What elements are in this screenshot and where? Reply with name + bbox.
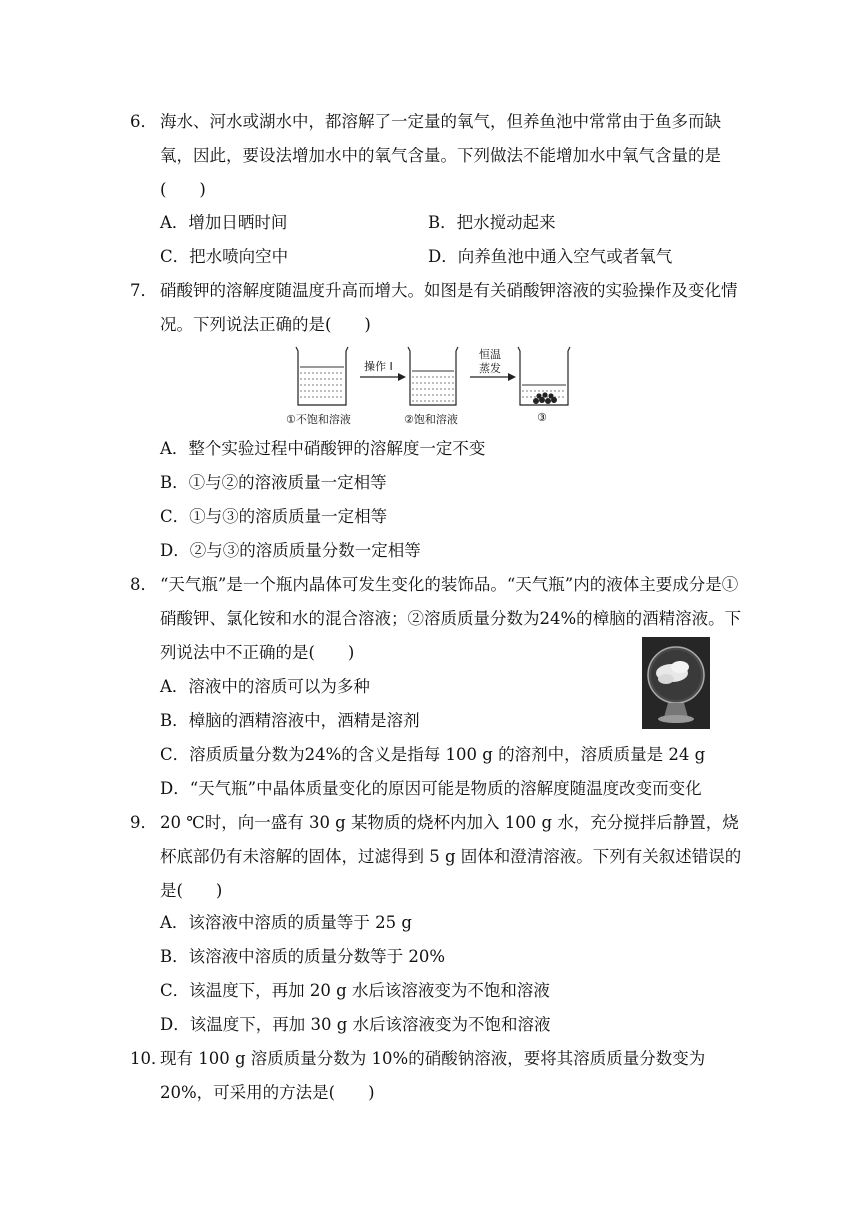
option-d: D．“天气瓶”中晶体质量变化的原因可能是物质的溶解度随温度改变而变化 [160,779,702,798]
beaker-3-icon [518,347,570,405]
beaker-2-icon [408,347,458,405]
option-c: C．该温度下，再加 20 g 水后该溶液变为不饱和溶液 [160,981,550,1000]
arrow-1-icon [360,373,406,381]
option-c: C．把水喷向空中 [160,247,289,266]
option-d: D．向养鱼池中通入空气或者氧气 [428,247,673,266]
option-c: C．①与③的溶质质量一定相等 [160,507,388,526]
question-number: 10． [130,1049,168,1068]
option-c: C．溶质质量分数为24%的含义是指每 100 g 的溶剂中，溶质质量是 24 g [160,745,706,764]
question-text: 20 ℃时，向一盛有 30 g 某物质的烧杯内加入 100 g 水，充分搅拌后静置，烧杯底部仍有未溶解的固体，过滤得到 5 g 固体和澄清溶液。下列有关叙述错误的是( ) [160,813,742,900]
question-6 [130,105,742,207]
option-b: B．把水搅动起来 [428,213,556,232]
option-a: A．增加日晒时间 [160,213,288,232]
weather-bottle-image [642,637,710,729]
option-d: D．②与③的溶质质量分数一定相等 [160,541,421,560]
option-b: B．樟脑的酒精溶液中，酒精是溶剂 [160,711,420,730]
question-number: 7． [130,281,157,300]
question-number: 8． [130,575,157,594]
arrow-2-label-line2: 蒸发 [479,362,501,375]
option-a: A．该溶液中溶质的质量等于 25 g [160,913,412,932]
option-b: B．该溶液中溶质的质量分数等于 20% [160,947,446,966]
question-number: 6． [130,112,157,131]
arrow-1-label: 操作 I [364,360,393,373]
option-b: B．①与②的溶液质量一定相等 [160,473,387,492]
beaker-1-label: ①不饱和溶液 [286,413,351,426]
question-number: 9． [130,813,157,832]
question-text: 海水、河水或湖水中，都溶解了一定量的氧气，但养鱼池中常常由于鱼多而缺氧，因此，要设法增加水中的氧气含量。下列做法不能增加水中氧气含量的是( ) [160,112,721,199]
question-7 [130,274,742,342]
question-text: “天气瓶”是一个瓶内晶体可发生变化的装饰品。“天气瓶”内的液体主要成分是①硝酸钾、氯化铵和水的混合溶液；②溶质质量分数为24%的樟脑的酒精溶液。下列说法中不正确的是( ) [160,575,742,662]
beaker-3-label: ③ [537,411,547,424]
arrow-2-label-line1: 恒温 [479,348,501,361]
question-text: 现有 100 g 溶质质量分数为 10%的硝酸钠溶液，要将其溶质质量分数变为20%，可采用的方法是( ) [160,1049,706,1102]
beaker-1-icon [296,347,348,405]
beaker-experiment-figure [280,343,580,429]
weather-bottle-icon [642,637,710,729]
question-9 [130,806,742,908]
option-a: A．溶液中的溶质可以为多种 [160,677,370,696]
option-a: A．整个实验过程中硝酸钾的溶解度一定不变 [160,439,486,458]
beaker-2-label: ②饱和溶液 [404,413,458,426]
question-text: 硝酸钾的溶解度随温度升高而增大。如图是有关硝酸钾溶液的实验操作及变化情况。下列说法正确的是( ) [160,281,738,334]
option-d: D．该温度下，再加 30 g 水后该溶液变为不饱和溶液 [160,1015,551,1034]
question-10 [130,1042,742,1110]
